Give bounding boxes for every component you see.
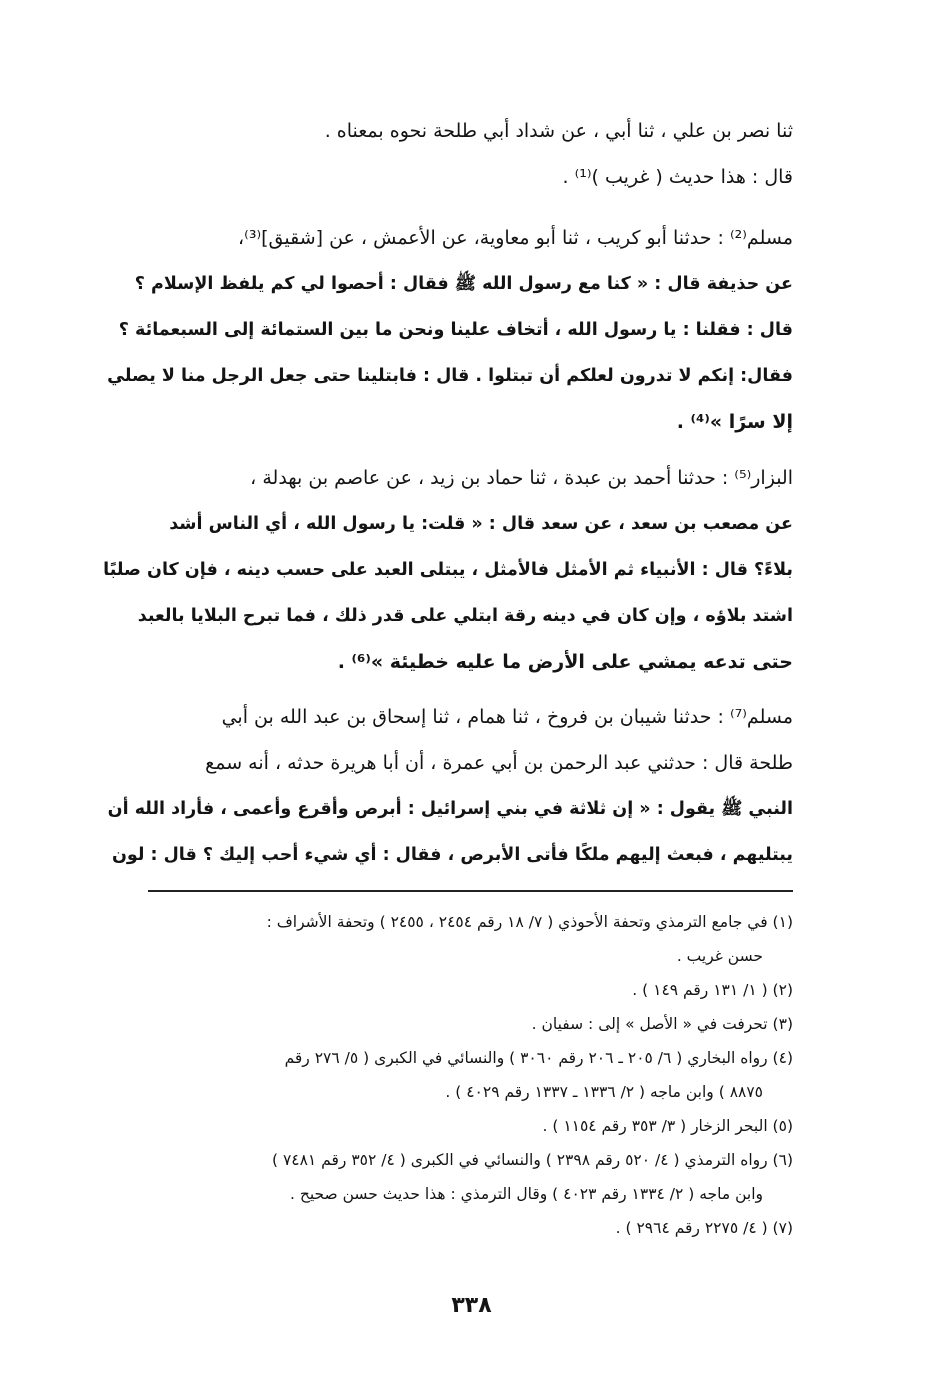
hadith-text-line: عن مصعب بن سعد ، عن سعد قال : « قلت: يا رسول الله ، أي الناس أشد: [169, 514, 793, 534]
footnote-continuation: وابن ماجه ( ٢/ ١٣٣٤ رقم ٤٠٢٣ ) وقال الترمذي : هذا حديث حسن صحيح .: [289, 1185, 763, 1203]
text-line: مسلم⁽⁷⁾ : حدثنا شيبان بن فروخ ، ثنا همام ، ثنا إسحاق بن عبد الله بن أبي: [221, 706, 793, 728]
footnote: (١) في جامع الترمذي وتحفة الأحوذي ( ٧/ ١٨ رقم ٢٤٥٤ ، ٢٤٥٥ ) وتحفة الأشراف :: [266, 913, 793, 931]
text-line: قال : هذا حديث ( غريب )⁽¹⁾ .: [562, 166, 793, 188]
paragraph-1: [95, 108, 793, 200]
footnote-divider: [148, 890, 793, 892]
hadith-text-line: النبي ﷺ يقول : « إن ثلاثة في بني إسرائيل : أبرص وأقرع وأعمى ، فأراد الله أن: [107, 799, 793, 819]
text-line: مسلم⁽²⁾ : حدثنا أبو كريب ، ثنا أبو معاوية، عن الأعمش ، عن [شقيق]⁽³⁾،: [238, 227, 793, 249]
text-line: ثنا نصر بن علي ، ثنا أبي ، عن شداد أبي طلحة نحوه بمعناه .: [324, 120, 793, 142]
text-line: طلحة قال : حدثني عبد الرحمن بن أبي عمرة ، أن أبا هريرة حدثه ، أنه سمع: [205, 752, 793, 774]
footnote: (٦) رواه الترمذي ( ٤/ ٥٢٠ رقم ٢٣٩٨ ) والنسائي في الكبرى ( ٤/ ٣٥٢ رقم ٧٤٨١ ): [271, 1151, 793, 1169]
text-line: البزار⁽⁵⁾ : حدثنا أحمد بن عبدة ، ثنا حماد بن زيد ، عن عاصم بن بهدلة ،: [250, 467, 793, 489]
paragraph-3: [95, 455, 793, 685]
paragraph-2: [95, 215, 793, 445]
paragraph-4: [95, 694, 793, 878]
hadith-text-line: إلا سرًا »⁽⁴⁾ .: [676, 411, 793, 433]
footnote: (٤) رواه البخاري ( ٦/ ٢٠٥ ـ ٢٠٦ رقم ٣٠٦٠ ) والنسائي في الكبرى ( ٥/ ٢٧٦ رقم: [284, 1049, 793, 1067]
page-number: ٣٣٨: [451, 1293, 492, 1318]
hadith-text-line: اشتد بلاؤه ، وإن كان في دينه رقة ابتلي على قدر ذلك ، فما تبرح البلايا بالعبد: [137, 606, 793, 626]
footnote: (٢) ( ١/ ١٣١ رقم ١٤٩ ) .: [632, 981, 793, 999]
hadith-text-line: قال : فقلنا : يا رسول الله ، أتخاف علينا ونحن ما بين الستمائة إلى السبعمائة ؟: [118, 320, 793, 340]
footnote: (٧) ( ٤/ ٢٢٧٥ رقم ٢٩٦٤ ) .: [615, 1219, 793, 1237]
footnote-continuation: ٨٨٧٥ ) وابن ماجه ( ٢/ ١٣٣٦ ـ ١٣٣٧ رقم ٤٠٢٩ ) .: [445, 1083, 763, 1101]
footnotes: [55, 905, 793, 1245]
hadith-text-line: بلاءً؟ قال : الأنبياء ثم الأمثل فالأمثل ، يبتلى العبد على حسب دينه ، فإن كان صلبًا: [103, 560, 793, 580]
footnote: (٣) تحرفت في « الأصل » إلى : سفيان .: [531, 1015, 793, 1033]
hadith-text-line: يبتليهم ، فبعث إليهم ملكًا فأتى الأبرص ، فقال : أي شيء أحب إليك ؟ قال : لون: [111, 845, 793, 865]
hadith-text-line: فقال: إنكم لا تدرون لعلكم أن تبتلوا . قال : فابتلينا حتى جعل الرجل منا لا يصلي: [107, 366, 793, 386]
hadith-text-line: عن حذيفة قال : « كنا مع رسول الله ﷺ فقال : أحصوا لي كم يلفظ الإسلام ؟: [134, 274, 793, 294]
footnote: (٥) البحر الزخار ( ٣/ ٣٥٣ رقم ١١٥٤ ) .: [542, 1117, 793, 1135]
footnote-continuation: حسن غريب .: [676, 947, 763, 965]
hadith-text-line: حتى تدعه يمشي على الأرض ما عليه خطيئة »⁽⁶⁾ .: [337, 651, 793, 673]
